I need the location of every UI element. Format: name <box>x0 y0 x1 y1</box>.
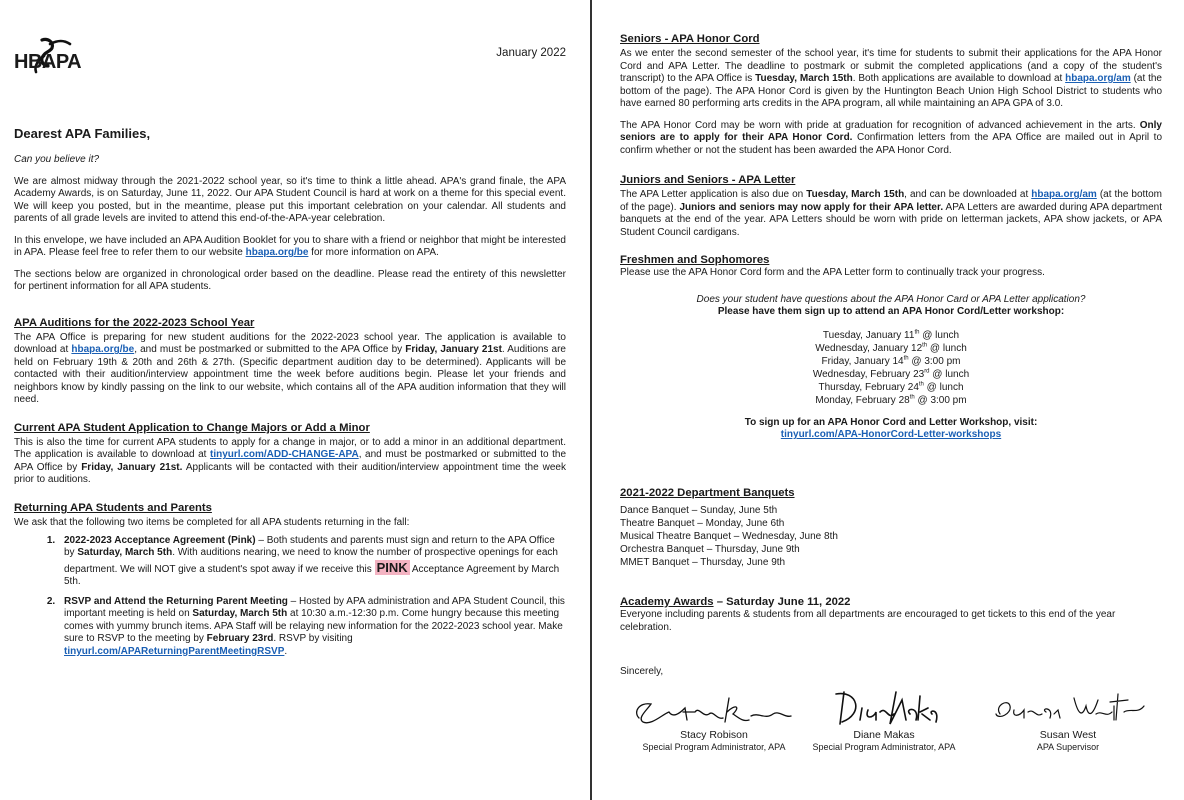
signer-name: Stacy Robison <box>680 728 748 741</box>
section-honor-cord-title: Seniors - APA Honor Cord <box>620 33 760 45</box>
session-item: Tuesday, January 11th @ lunch <box>822 329 960 341</box>
workshop-signup: To sign up for an APA Honor Cord and Letter Workshop, visit: <box>744 416 1038 428</box>
hbapa-logo <box>14 36 114 86</box>
greeting: Dearest APA Families, <box>14 126 151 141</box>
list-item: Musical Theatre Banquet – Wednesday, June 8th <box>620 530 838 542</box>
rsvp-link[interactable]: tinyurl.com/APAReturningParentMeetingRSVP <box>64 645 285 657</box>
signer-1 <box>624 684 804 753</box>
signer-2 <box>794 684 974 753</box>
section-returning-intro: We ask that the following two items be completed for all APA students returning in the fall: <box>14 517 410 529</box>
returning-list <box>58 535 566 659</box>
signature-susan <box>988 684 1148 730</box>
session-item: Monday, February 28th @ 3:00 pm <box>815 394 967 406</box>
list-item: MMET Banquet – Thursday, June 9th <box>620 556 786 568</box>
section-apa-letter-title: Juniors and Seniors - APA Letter <box>620 174 796 187</box>
list-item: 1. 2022-2023 Acceptance Agreement (Pink) – Both students and parents must sign and return to the APA Office by Saturday, March 5th. With auditions nearing, we need to know the number of prospective openings for each department. We will NOT give a student's spot away if we receive this PINK Acceptance Agreement by March 5th. <box>58 535 566 589</box>
signer-title: Special Program Administrator, APA <box>642 741 786 752</box>
list-item: Theatre Banquet – Monday, June 6th <box>620 517 785 529</box>
session-item: Wednesday, February 23rd @ lunch <box>812 368 970 380</box>
honor-cord-body-1: As we enter the second semester of the school year, it's time for students to submit their applications for the APA Honor Cord and APA Letter. The deadline to postmark or submit the completed applications (and a copy of the student's transcript) to the APA Office is Tuesday, March 15th. Both applications are available to download at hbapa.org/am (at the bottom of the page). The APA Honor Cord is given by the Huntington Beach Union High School District to students who have earned 80 performing arts credits in the APA program, all while maintaining an APA GPA of 3.0. <box>620 48 1162 110</box>
freshmen-body: Please use the APA Honor Cord form and the APA Letter form to continually track your progress. <box>620 267 1045 279</box>
workshop-prompt: Please have them sign up to attend an APA Honor Cord/Letter workshop: <box>717 306 1065 318</box>
signer-title: Special Program Administrator, APA <box>812 741 956 752</box>
intro-paragraph-3: The sections below are organized in chronological order based on the deadline. Please read the entirety of this newsletter for pertinent information for all APA students. <box>14 268 566 293</box>
signer-title: APA Supervisor <box>1036 741 1100 752</box>
workshop-question: Does your student have questions about the APA Honor Card or APA Letter application? <box>696 293 1086 305</box>
section-banquets-title: 2021-2022 Department Banquets <box>620 486 795 499</box>
academy-body: Everyone including parents & students from all departments are encouraged to get tickets to this end of the year celebration. <box>620 609 1116 633</box>
hbapa-be-link[interactable]: hbapa.org/be <box>245 247 309 259</box>
logo-text: HBAPA <box>14 51 82 73</box>
section-academy-title: Academy Awards – Saturday June 11, 2022 <box>620 595 851 608</box>
intro-paragraph-1: We are almost midway through the 2021-2022 school year, so it's time to think a little ahead. APA's grand finale, the APA Academy Awards, is on Saturday, June 11, 2022. Our APA Student Council is hard at work on a theme for this special event. We will keep you posted, but in the meantime, please put this important celebration on your calendar. All students and parents of all grade levels are invited to attend this end-of-the-APA-year celebration. <box>14 175 566 225</box>
signer-3 <box>978 684 1158 753</box>
honor-cord-body-2: The APA Honor Cord may be worn with pride at graduation for recognition of advanced achievement in the arts. Only seniors are to apply for their APA Honor Cord. Confirmation letters from the APA Office are mailed out in April to confirm whether or not the student has been awarded the APA Honor Cord. <box>620 119 1162 156</box>
signer-name: Susan West <box>1039 728 1097 741</box>
section-freshmen-title: Freshmen and Sophomores <box>620 254 770 267</box>
banquet-list <box>620 504 1162 569</box>
session-item: Thursday, February 24th @ lunch <box>818 381 964 393</box>
session-item: Wednesday, January 12th @ lunch <box>815 342 967 354</box>
hbapa-am-link[interactable]: hbapa.org/am <box>1065 73 1131 85</box>
list-item: 2. RSVP and Attend the Returning Parent Meeting – Hosted by APA administration and APA Student Council, this important meeting is held on Saturday, March 5th at 10:30 a.m.-12:30 p.m. Come hungry because this meeting comes with yummy brunch items. APA Staff will be relaying new information for the 2022-2023 school year. Make sure to RSVP to the meeting by February 23rd. RSVP by visiting tinyurl.com/APAReturningParentMeetingRSVP. <box>58 596 566 659</box>
workshop-link[interactable]: tinyurl.com/APA-HonorCord-Letter-workshops <box>780 429 1002 441</box>
intro-line: Can you believe it? <box>14 154 100 166</box>
apa-letter-body: The APA Letter application is also due on Tuesday, March 15th, and can be downloaded at hbapa.org/am (at the bottom of the page). Juniors and seniors may now apply for their APA letter. APA Letters are awarded during APA department banquets at the end of the year. APA Letters should be worn with pride on letterman jackets, APA show jackets, or APA Student Council cardigans. <box>620 189 1162 238</box>
letter-date: January 2022 <box>496 47 566 59</box>
section-returning-title: Returning APA Students and Parents <box>14 501 212 514</box>
pink-highlight: PINK <box>376 559 408 575</box>
auditions-link[interactable]: hbapa.org/be <box>71 344 135 356</box>
hbapa-am-link-2[interactable]: hbapa.org/am <box>1031 189 1097 201</box>
list-item: Orchestra Banquet – Thursday, June 9th <box>620 543 800 555</box>
session-item: Friday, January 14th @ 3:00 pm <box>821 355 961 367</box>
add-change-link[interactable]: tinyurl.com/ADD-CHANGE-APA <box>210 449 359 461</box>
intro-paragraph-2: In this envelope, we have included an APA Audition Booklet for you to share with a friend or neighbor that might be interested in APA. Please feel free to refer them to our website hbapa.org/be for more information on APA. <box>14 234 566 259</box>
section-change-majors-body: This is also the time for current APA students to apply for a change in major, or to add a minor in an additional department. The application is available to download at tinyurl.com/ADD-CHANGE-APA, and must be postmarked or submitted to the APA Office by Friday, January 21st. Applicants will be contacted with their audition/interview appointment time the week prior to auditions. <box>14 436 567 486</box>
workshop-sessions <box>620 329 1162 407</box>
signature-stacy <box>629 684 799 730</box>
page-divider <box>590 0 592 800</box>
left-page <box>0 0 590 800</box>
sincerely: Sincerely, <box>620 666 664 677</box>
right-page <box>594 0 1184 800</box>
signature-diane <box>824 684 944 730</box>
section-change-majors-title: Current APA Student Application to Change Majors or Add a Minor <box>14 421 370 434</box>
signer-name: Diane Makas <box>853 728 915 741</box>
section-auditions-title: APA Auditions for the 2022-2023 School Year <box>14 316 255 329</box>
list-item: Dance Banquet – Sunday, June 5th <box>620 504 778 516</box>
section-auditions-body: The APA Office is preparing for new student auditions for the 2022-2023 school year. The application is available to download at hbapa.org/be, and must be postmarked or submitted to the APA Office by Friday, January 21st. Auditions are held on February 19th & 20th and 26th & 27th. (Specific department audition day to be determined). Applicants will be contacted with their audition/interview appointment time the week before auditions begin. Please let your friends and neighbors know by kindly passing on the link to our website, which contains all of the APA audition information that they will need. <box>14 331 566 406</box>
